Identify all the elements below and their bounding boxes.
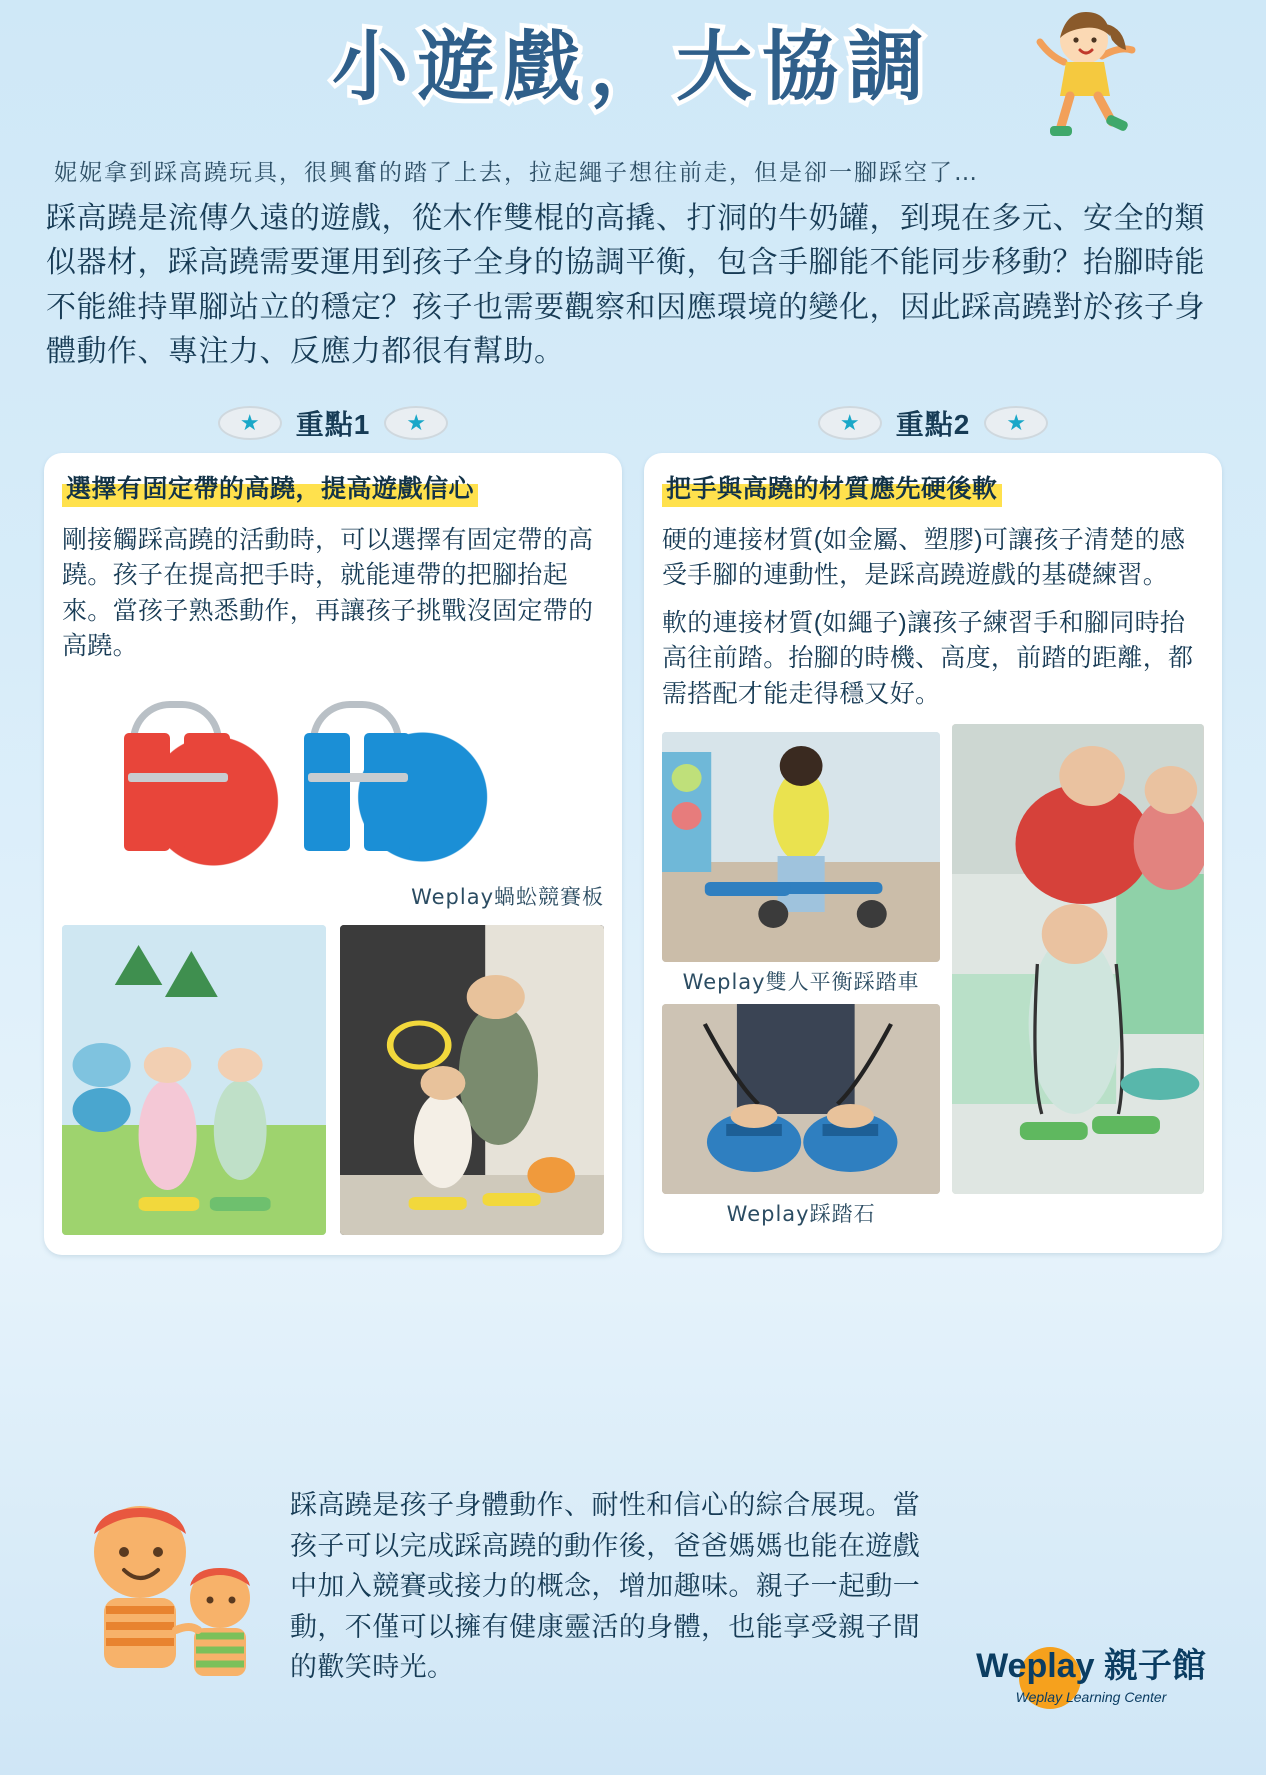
star-icon: ★ (218, 406, 282, 440)
point-1-label: 重點1 (295, 408, 371, 440)
point-2-paragraph-1: 硬的連接材質(如金屬、塑膠)可讓孩子清楚的感受手腳的連動性，是踩高蹺遊戲的基礎練習。 (662, 525, 1186, 590)
point-1-header (44, 403, 622, 443)
intro-paragraph: 踩高蹺是流傳久遠的遊戲，從木作雙棍的高撬、打洞的牛奶罐，到現在多元、安全的類似器材，踩高蹺需要運用到孩子全身的協調平衡，包含手腳能不能同步移動？抬腳時能不能維持單腳站立的穩定？孩子也需要觀察和因應環境的變化，因此踩高蹺對於孩子身體動作、專注力、反應力都很有幫助。 (46, 202, 1205, 369)
point-2-photo-grid (662, 724, 1204, 1228)
photo-dad-and-girl (340, 925, 604, 1235)
logo-main-text: Weplay 親子館 (976, 1647, 1206, 1685)
points-columns (44, 403, 1222, 1255)
photo-stepping-stones (662, 1004, 940, 1194)
caption-stepping-stones: Weplay踩踏石 (726, 1202, 876, 1227)
logo-sub-text: Weplay Learning Center (1015, 1689, 1167, 1705)
mascot-illustration-icon (60, 1490, 280, 1690)
photo-balance-scooter (662, 732, 940, 962)
girl-illustration-icon (1006, 4, 1156, 154)
page-footer (0, 1445, 1266, 1775)
page-title: 小遊戲，大協調 (332, 25, 934, 110)
photo-product-stilts (84, 677, 583, 877)
caption-balance-scooter: Weplay雙人平衡踩踏車 (682, 970, 920, 995)
subtitle-text: 妮妮拿到踩高蹺玩具，很興奮的踏了上去，拉起繩子想往前走，但是卻一腳踩空了… (54, 160, 979, 186)
footer-paragraph: 踩高蹺是孩子身體動作、耐性和信心的綜合展現。當孩子可以完成踩高蹺的動作後，爸爸媽媽也能在遊戲中加入競賽或接力的概念，增加趣味。親子一起動一動，不僅可以擁有健康靈活的身體，也能享受親子間的歡笑時光。 (290, 1490, 921, 1682)
point-1-card (44, 453, 622, 1255)
point-2-header (644, 403, 1222, 443)
point-column-1 (44, 403, 622, 1255)
point-2-paragraph-2: 軟的連接材質(如繩子)讓孩子練習手和腳同時抬高往前踏。抬腳的時機、高度，前踏的距離，都需搭配才能走得穩又好。 (662, 608, 1194, 708)
point-2-card (644, 453, 1222, 1253)
caption-product-stilts: Weplay蝸蚣競賽板 (411, 884, 604, 909)
point-1-paragraph-1: 剛接觸踩高蹺的活動時，可以選擇有固定帶的高蹺。孩子在提高把手時，就能連帶的把腳抬起來。當孩子熟悉動作，再讓孩子挑戰沒固定帶的高蹺。 (62, 525, 594, 661)
page-header (0, 0, 1266, 150)
point-column-2 (644, 403, 1222, 1255)
point-1-photo-row (62, 925, 604, 1235)
star-icon: ★ (984, 406, 1048, 440)
star-icon: ★ (384, 406, 448, 440)
point-2-photo-left-stack (662, 724, 940, 1228)
photo-teacher-and-girl (952, 724, 1204, 1194)
photo-two-girls-stilts (62, 925, 326, 1235)
brand-logo (976, 1638, 1206, 1705)
star-icon: ★ (818, 406, 882, 440)
point-1-highlight: 選擇有固定帶的高蹺，提高遊戲信心 (62, 469, 478, 507)
point-2-label: 重點2 (895, 408, 971, 440)
point-2-highlight: 把手與高蹺的材質應先硬後軟 (662, 469, 1002, 507)
point-2-photo-right-stack (952, 724, 1204, 1228)
